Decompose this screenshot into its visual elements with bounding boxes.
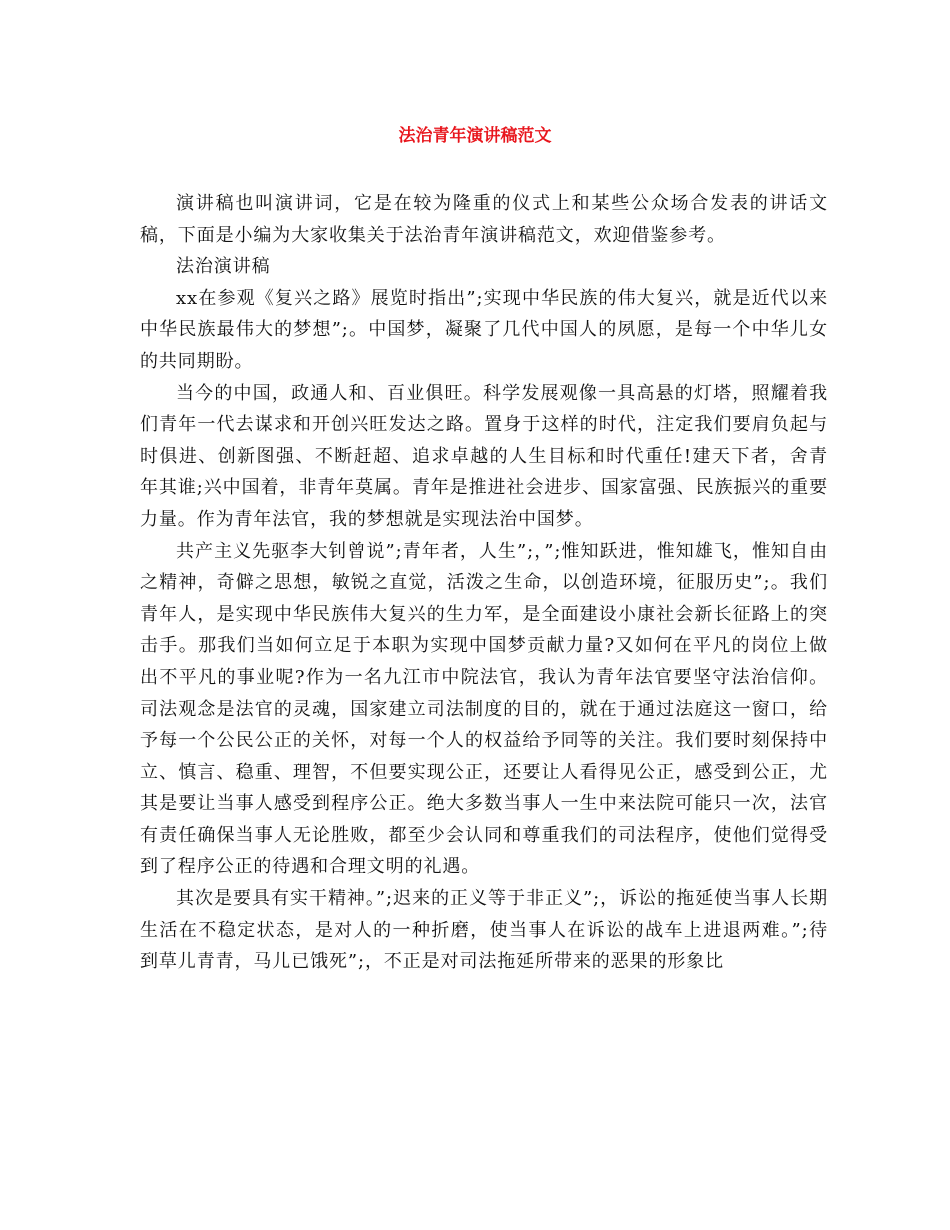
paragraph-chinese-dream: xx在参观《复兴之路》展览时指出”;实现中华民族的伟大复兴，就是近代以来中华民族最伟大的梦想”;。中国梦，凝聚了几代中国人的夙愿，是每一个中华儿女的共同期盼。: [140, 287, 828, 372]
paragraph-li-dazhao: 共产主义先驱李大钊曾说”;青年者，人生”;，”;惟知跃进，惟知雄飞，惟知自由之精神，奇僻之思想，敏锐之直觉，活泼之生命，以创造环境，征服历史”;。我们青年人，是实现中华民族伟大复兴的生力军，是全面建设小康社会新长征路上的突击手。那我们当如何立足于本职为实现中国梦贡献力量?又如何在平凡的岗位上做出不平凡的事业呢?作为一名九江市中院法官，我认为青年法官要坚守法治信仰。司法观念是法官的灵魂，国家建立司法制度的目的，就在于通过法庭这一窗口，给予每一个公民公正的关怀，对每一个人的权益给予同等的关注。我们要时刻保持中立、慎言、稳重、理智，不但要实现公正，还要让人看得见公正，感受到公正，尤其是要让当事人感受到程序公正。绝大多数当事人一生中来法院可能只一次，法官有责任确保当事人无论胜败，都至少会认同和尊重我们的司法程序，使他们觉得受到了程序公正的待遇和合理文明的礼遇。: [140, 540, 828, 878]
paragraph-contemporary-china: 当今的中国，政通人和、百业俱旺。科学发展观像一具高悬的灯塔，照耀着我们青年一代去谋求和开创兴旺发达之路。置身于这样的时代，注定我们要肩负起与时俱进、创新图强、不断赶超、追求卓越的人生目标和时代重任!建天下者，舍青年其谁;兴中国着，非青年莫属。青年是推进社会进步、国家富强、民族振兴的重要力量。作为青年法官，我的梦想就是实现法治中国梦。: [140, 382, 828, 530]
paragraph-intro: 演讲稿也叫演讲词，它是在较为隆重的仪式上和某些公众场合发表的讲话文稿，下面是小编为大家收集关于法治青年演讲稿范文，欢迎借鉴参考。: [140, 193, 828, 246]
paragraph-subheading: 法治演讲稿: [176, 256, 271, 278]
paragraph-practical-spirit: 其次是要具有实干精神。”;迟来的正义等于非正义”;，诉讼的拖延使当事人长期生活在不稳定状态，是对人的一种折磨，使当事人在诉讼的战车上进退两难。”;待到草儿青青，马儿已饿死”;，不正是对司法拖延所带来的恶果的形象比: [140, 888, 828, 973]
document-body: [140, 188, 828, 978]
document-title: 法治青年演讲稿范文: [398, 126, 552, 146]
